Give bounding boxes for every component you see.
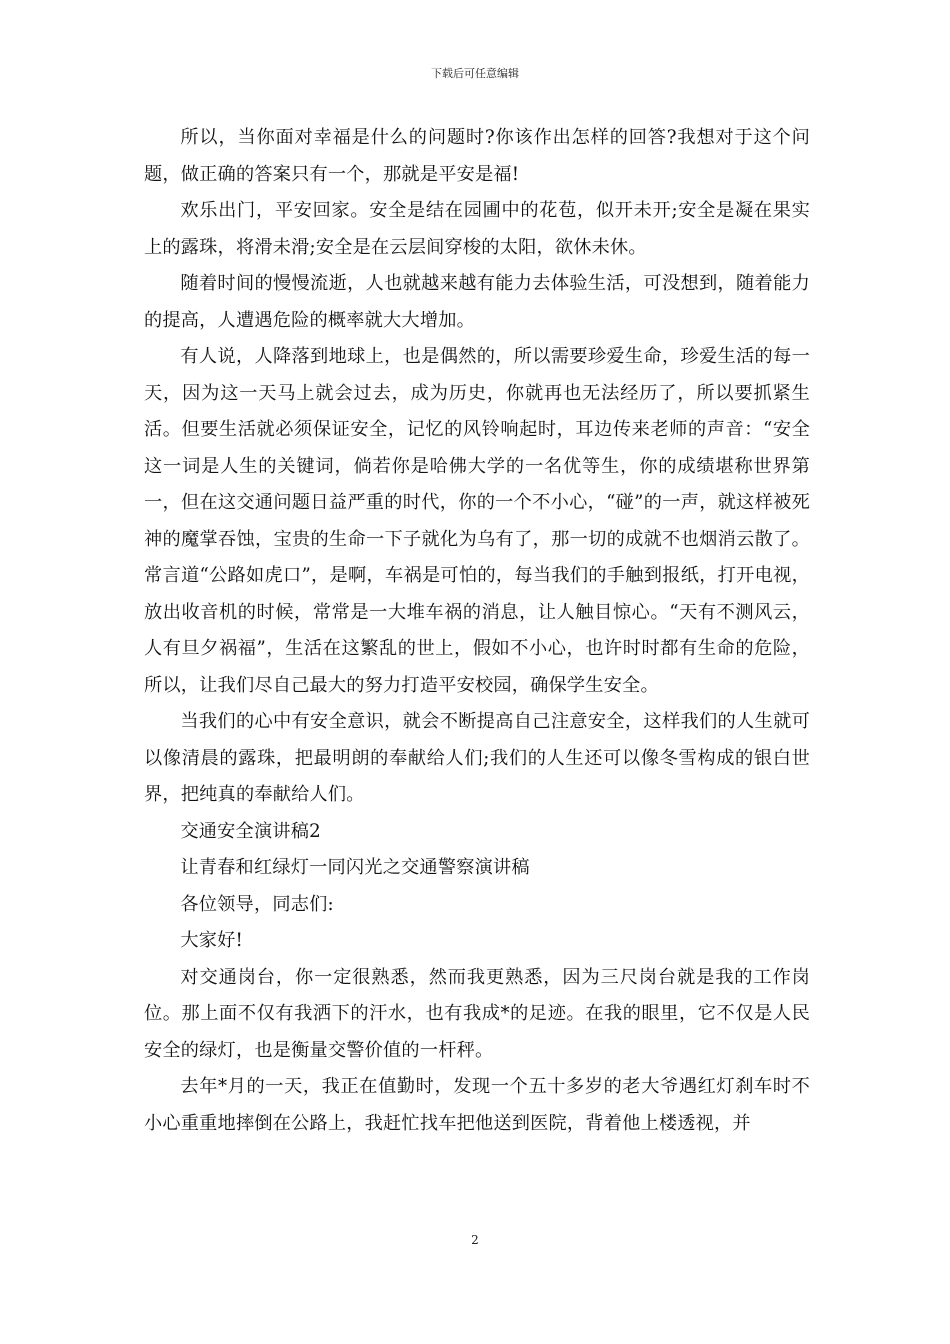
paragraph-safety-metaphors: 欢乐出门，平安回家。安全是结在园圃中的花苞，似开未开;安全是凝在果实上的露珠，将滑未滑;安全是在云层间穿梭的太阳，欲休未休。: [144, 200, 810, 258]
paragraph-time-and-risk: 随着时间的慢慢流逝，人也就越来越有能力去体验生活，可没想到，随着能力的提高，人遭遇危险的概率就大大增加。: [144, 273, 810, 331]
paragraph-cherish-life: 有人说，人降落到地球上，也是偶然的，所以需要珍爱生命，珍爱生活的每一天，因为这一天马上就会过去，成为历史，你就再也无法经历了，所以要抓紧生活。但要生活就必须保证安全，记忆的风铃响起时，耳边传来老师的声音：“安全这一词是人生的关键词，倘若你是哈佛大学的一名优等生，你的成绩堪称世界第一，但在这交通问题日益严重的时代，你的一个不小心，“碰”的一声，就这样被死神的魔掌吞蚀，宝贵的生命一下子就化为乌有了，那一切的成就不也烟消云散了。常言道“公路如虎口”，是啊，车祸是可怕的，每当我们的手触到报纸，打开电视，放出收音机的时候，常常是一大堆车祸的消息，让人触目惊心。“天有不测风云，人有旦夕祸福”，生活在这繁乱的世上，假如不小心，也许时时都有生命的危险，所以，让我们尽自己最大的努力打造平安校园，确保学生安全。: [144, 346, 810, 696]
speech-title: 交通安全演讲稿2: [180, 820, 321, 842]
paragraph-last-year-story: 去年*月的一天，我正在值勤时，发现一个五十多岁的老大爷遇红灯刹车时不小心重重地摔倒在公路上，我赶忙找车把他送到医院，背着他上楼透视，并: [144, 1076, 810, 1134]
document-body: [144, 120, 810, 1142]
paragraph-safety-awareness: 当我们的心中有安全意识，就会不断提高自己注意安全，这样我们的人生就可以像清晨的露珠，把最明朗的奉献给人们;我们的人生还可以像冬雪构成的银白世界，把纯真的奉献给人们。: [144, 711, 810, 805]
page-number: 2: [471, 1233, 479, 1247]
speech-subtitle: 让青春和红绿灯一同闪光之交通警察演讲稿: [180, 857, 530, 878]
greeting: 大家好!: [180, 930, 244, 951]
page-header-note: 下载后可任意编辑: [431, 67, 519, 80]
salutation: 各位领导，同志们:: [180, 893, 334, 915]
paragraph-traffic-post: 对交通岗台，你一定很熟悉，然而我更熟悉，因为三尺岗台就是我的工作岗位。那上面不仅有我洒下的汗水，也有我成*的足迹。在我的眼里，它不仅是人民安全的绿灯，也是衡量交警价值的一杆秤。: [144, 966, 810, 1061]
paragraph-happiness-answer: 所以，当你面对幸福是什么的问题时?你该作出怎样的回答?我想对于这个问题，做正确的答案只有一个，那就是平安是福!: [144, 127, 810, 185]
